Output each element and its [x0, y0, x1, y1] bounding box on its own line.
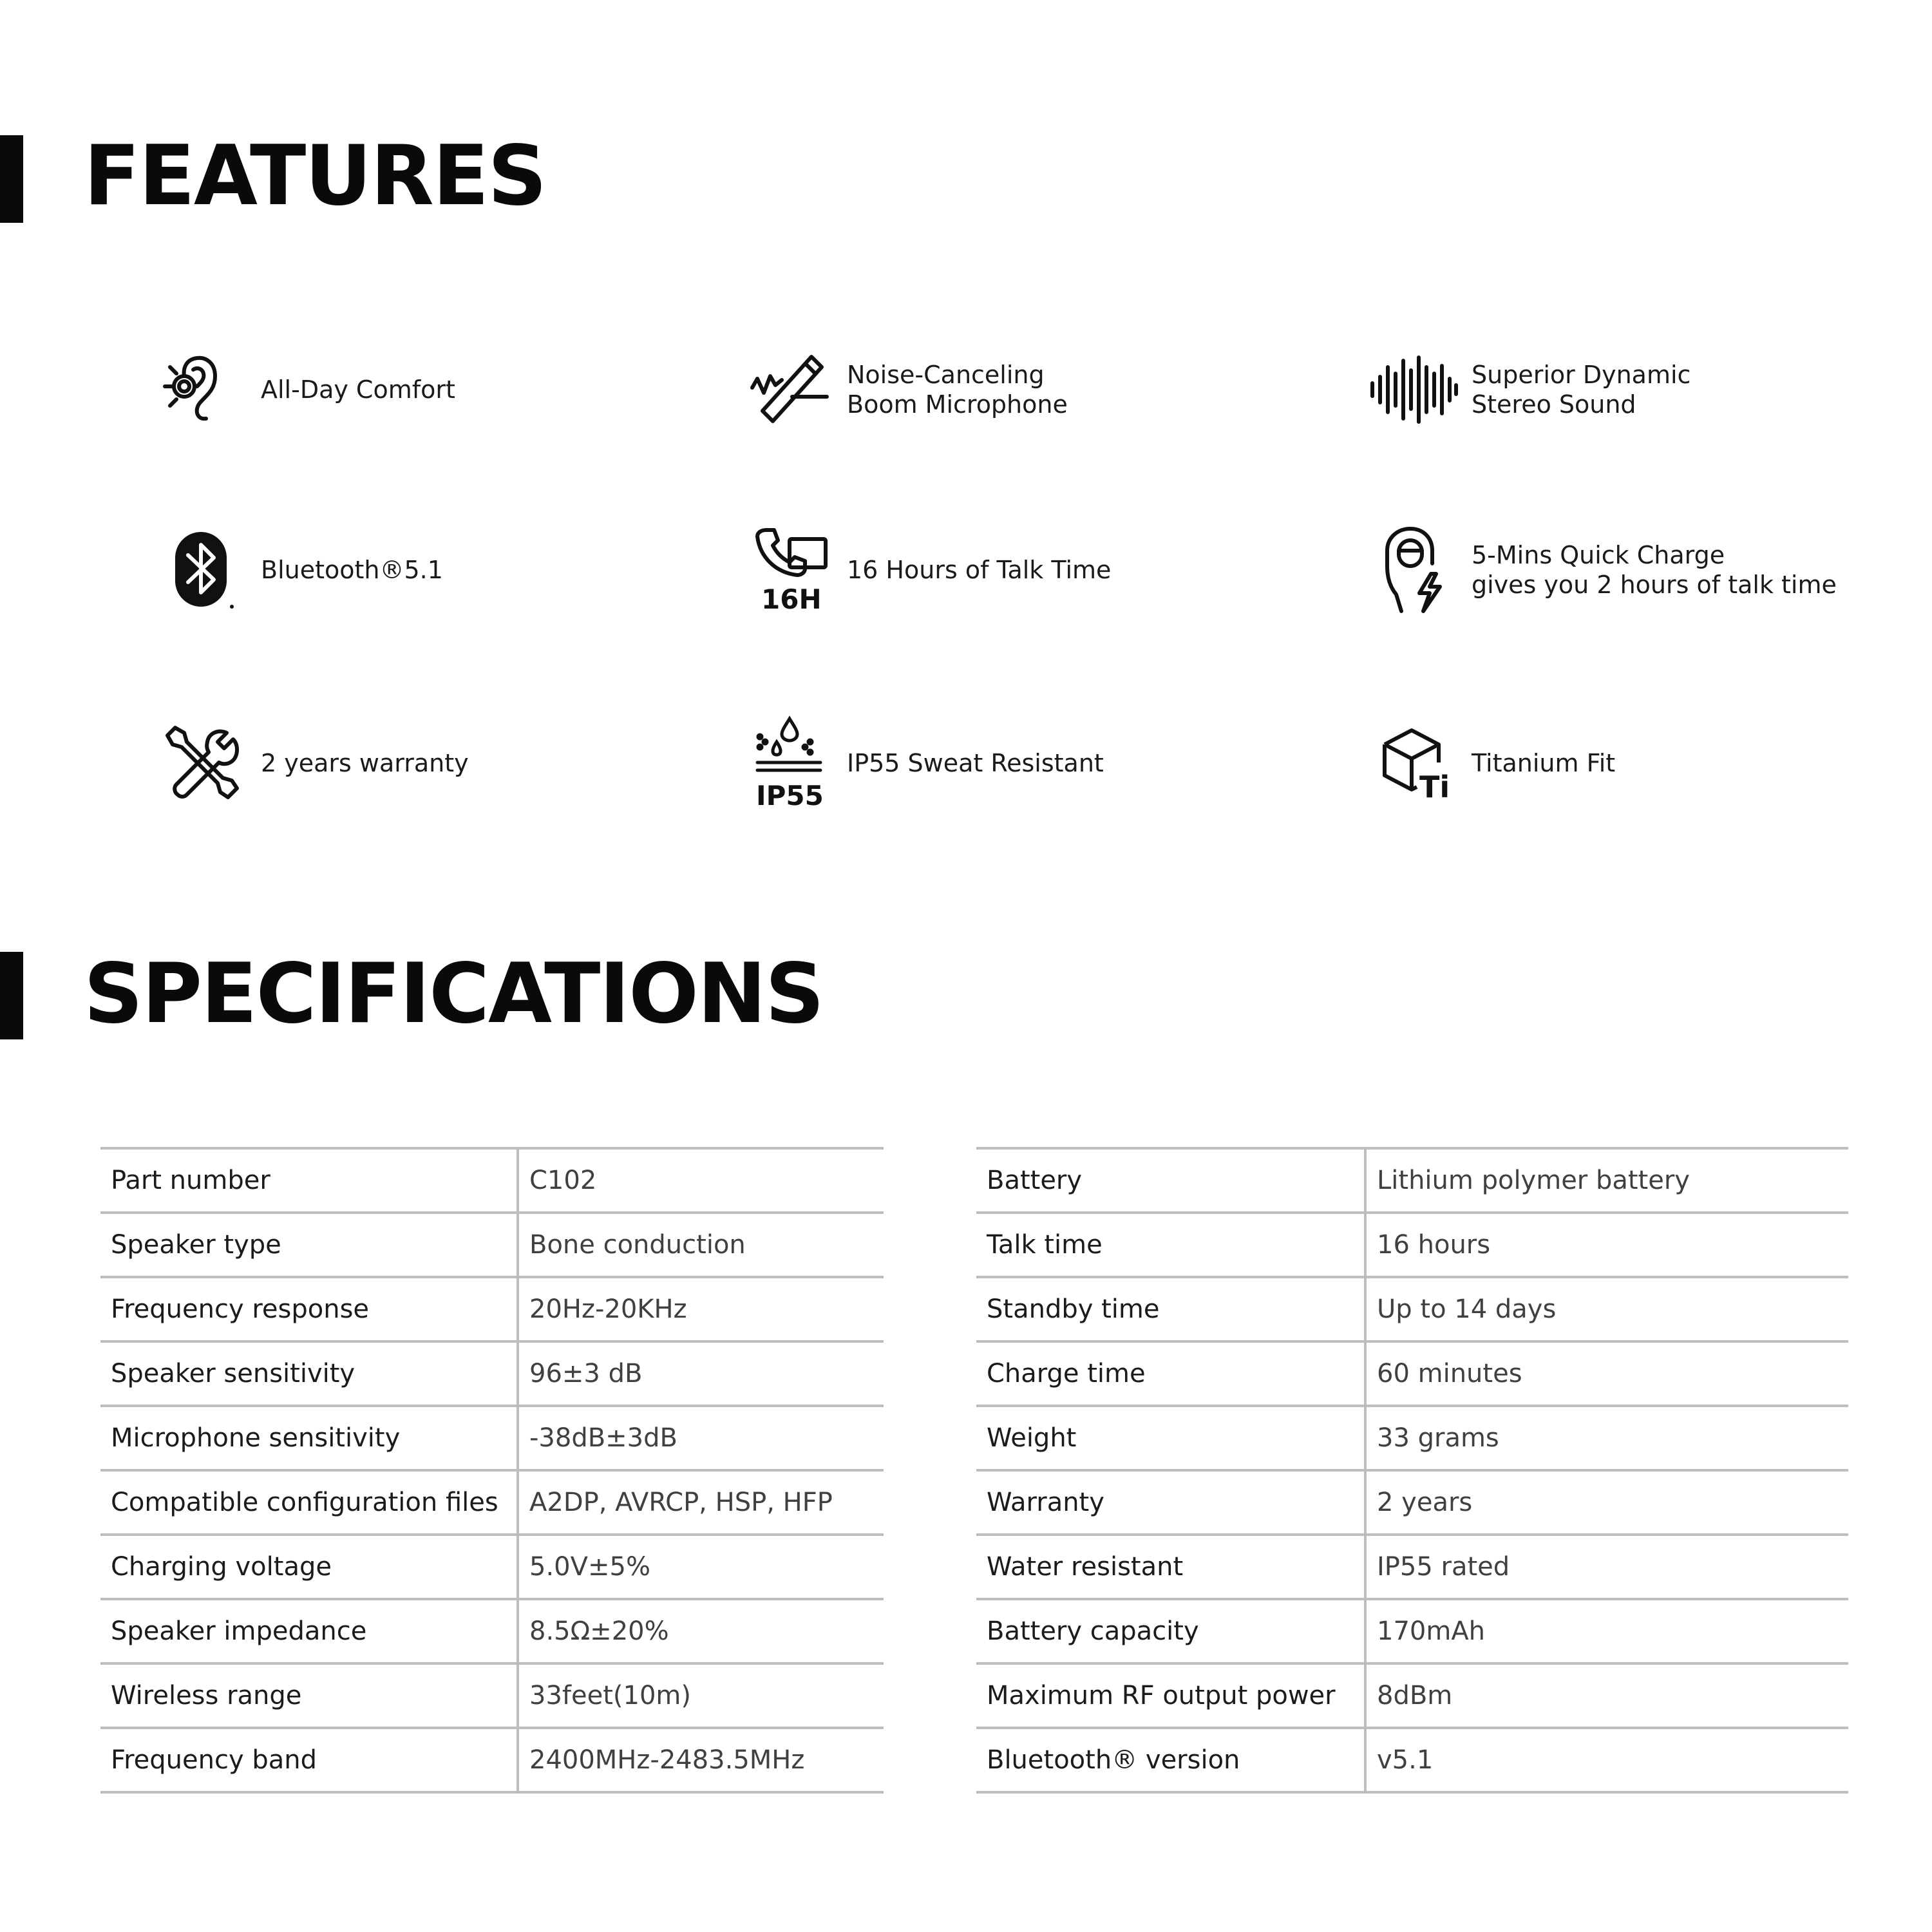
titanium-cube-icon: [1365, 712, 1462, 815]
spec-value: 16 hours: [1365, 1213, 1848, 1277]
table-row: [100, 1535, 884, 1599]
table-row: [100, 1148, 884, 1213]
spec-value: 5.0V±5%: [518, 1535, 884, 1599]
specs-section-bar: [0, 952, 23, 1039]
spec-key: Warranty: [976, 1470, 1365, 1535]
feature-item: [155, 518, 644, 621]
table-row: [976, 1470, 1848, 1535]
spec-key: Battery: [976, 1148, 1365, 1213]
feature-label: 5-Mins Quick Charge gives you 2 hours of talk time: [1472, 541, 1837, 599]
spec-value: 96±3 dB: [518, 1341, 884, 1406]
spec-key: Compatible configuration files: [100, 1470, 518, 1535]
table-row: [976, 1148, 1848, 1213]
table-row: [100, 1341, 884, 1406]
talk-time-icon-text: 16H: [761, 583, 822, 615]
spec-key: Speaker impedance: [100, 1599, 518, 1663]
spec-key: Water resistant: [976, 1535, 1365, 1599]
spec-value: 33 grams: [1365, 1406, 1848, 1470]
bluetooth-icon: [155, 518, 251, 621]
spec-value: v5.1: [1365, 1728, 1848, 1792]
spec-key: Frequency response: [100, 1277, 518, 1341]
spec-value: Bone conduction: [518, 1213, 884, 1277]
spec-key: Wireless range: [100, 1663, 518, 1728]
specs-title: SPECIFICATIONS: [84, 946, 824, 1042]
spec-key: Battery capacity: [976, 1599, 1365, 1663]
table-row: [100, 1277, 884, 1341]
spec-value: 8.5Ω±20%: [518, 1599, 884, 1663]
ip55-icon-text: IP55: [756, 780, 824, 811]
spec-value: 170mAh: [1365, 1599, 1848, 1663]
table-row: [100, 1406, 884, 1470]
boom-microphone-icon: [741, 338, 837, 441]
table-row: [976, 1277, 1848, 1341]
table-row: [976, 1406, 1848, 1470]
spec-value: Up to 14 days: [1365, 1277, 1848, 1341]
spec-value: 60 minutes: [1365, 1341, 1848, 1406]
feature-item: [741, 338, 1256, 441]
table-row: [976, 1213, 1848, 1277]
spec-value: 20Hz-20KHz: [518, 1277, 884, 1341]
spec-key: Speaker type: [100, 1213, 518, 1277]
quick-charge-icon: [1365, 518, 1462, 621]
feature-item: [1365, 338, 1893, 441]
spec-key: Charging voltage: [100, 1535, 518, 1599]
table-row: [100, 1599, 884, 1663]
table-row: [976, 1599, 1848, 1663]
spec-key: Talk time: [976, 1213, 1365, 1277]
table-row: [100, 1470, 884, 1535]
feature-item: [155, 338, 644, 441]
feature-label: All-Day Comfort: [261, 375, 455, 404]
feature-item: [741, 712, 1256, 815]
spec-value: 33feet(10m): [518, 1663, 884, 1728]
spec-key: Weight: [976, 1406, 1365, 1470]
titanium-icon-text: Ti: [1419, 770, 1450, 804]
feature-label: Bluetooth®5.1: [261, 556, 443, 584]
spec-value: 2 years: [1365, 1470, 1848, 1535]
feature-label: Superior Dynamic Stereo Sound: [1472, 361, 1691, 419]
feature-label: Titanium Fit: [1472, 749, 1616, 777]
table-row: [976, 1341, 1848, 1406]
features-section-bar: [0, 135, 23, 223]
table-row: [976, 1728, 1848, 1792]
specs-table-right: [976, 1147, 1848, 1794]
spec-value: C102: [518, 1148, 884, 1213]
feature-label: Noise-Canceling Boom Microphone: [847, 361, 1068, 419]
spec-key: Standby time: [976, 1277, 1365, 1341]
spec-key: Part number: [100, 1148, 518, 1213]
feature-label: IP55 Sweat Resistant: [847, 749, 1104, 777]
spec-key: Bluetooth® version: [976, 1728, 1365, 1792]
spec-value: Lithium polymer battery: [1365, 1148, 1848, 1213]
feature-item: [741, 518, 1256, 621]
spec-value: 8dBm: [1365, 1663, 1848, 1728]
table-row: [976, 1535, 1848, 1599]
feature-item: [1365, 712, 1893, 815]
spec-value: IP55 rated: [1365, 1535, 1848, 1599]
spec-key: Microphone sensitivity: [100, 1406, 518, 1470]
talk-time-phone-icon: [741, 518, 837, 621]
table-row: [100, 1728, 884, 1792]
spec-key: Maximum RF output power: [976, 1663, 1365, 1728]
feature-label: 16 Hours of Talk Time: [847, 556, 1112, 584]
spec-key: Speaker sensitivity: [100, 1341, 518, 1406]
spec-key: Charge time: [976, 1341, 1365, 1406]
features-title: FEATURES: [84, 128, 546, 224]
specs-table-left: [100, 1147, 884, 1794]
spec-key: Frequency band: [100, 1728, 518, 1792]
feature-item: [1365, 518, 1919, 621]
sound-wave-icon: [1365, 338, 1462, 441]
warranty-tools-icon: [155, 712, 251, 815]
ear-comfort-icon: [155, 338, 251, 441]
feature-item: [155, 712, 644, 815]
sweat-resistant-icon: [741, 712, 837, 815]
table-row: [100, 1213, 884, 1277]
spec-value: A2DP, AVRCP, HSP, HFP: [518, 1470, 884, 1535]
table-row: [100, 1663, 884, 1728]
spec-value: -38dB±3dB: [518, 1406, 884, 1470]
table-row: [976, 1663, 1848, 1728]
spec-value: 2400MHz-2483.5MHz: [518, 1728, 884, 1792]
feature-label: 2 years warranty: [261, 749, 469, 777]
